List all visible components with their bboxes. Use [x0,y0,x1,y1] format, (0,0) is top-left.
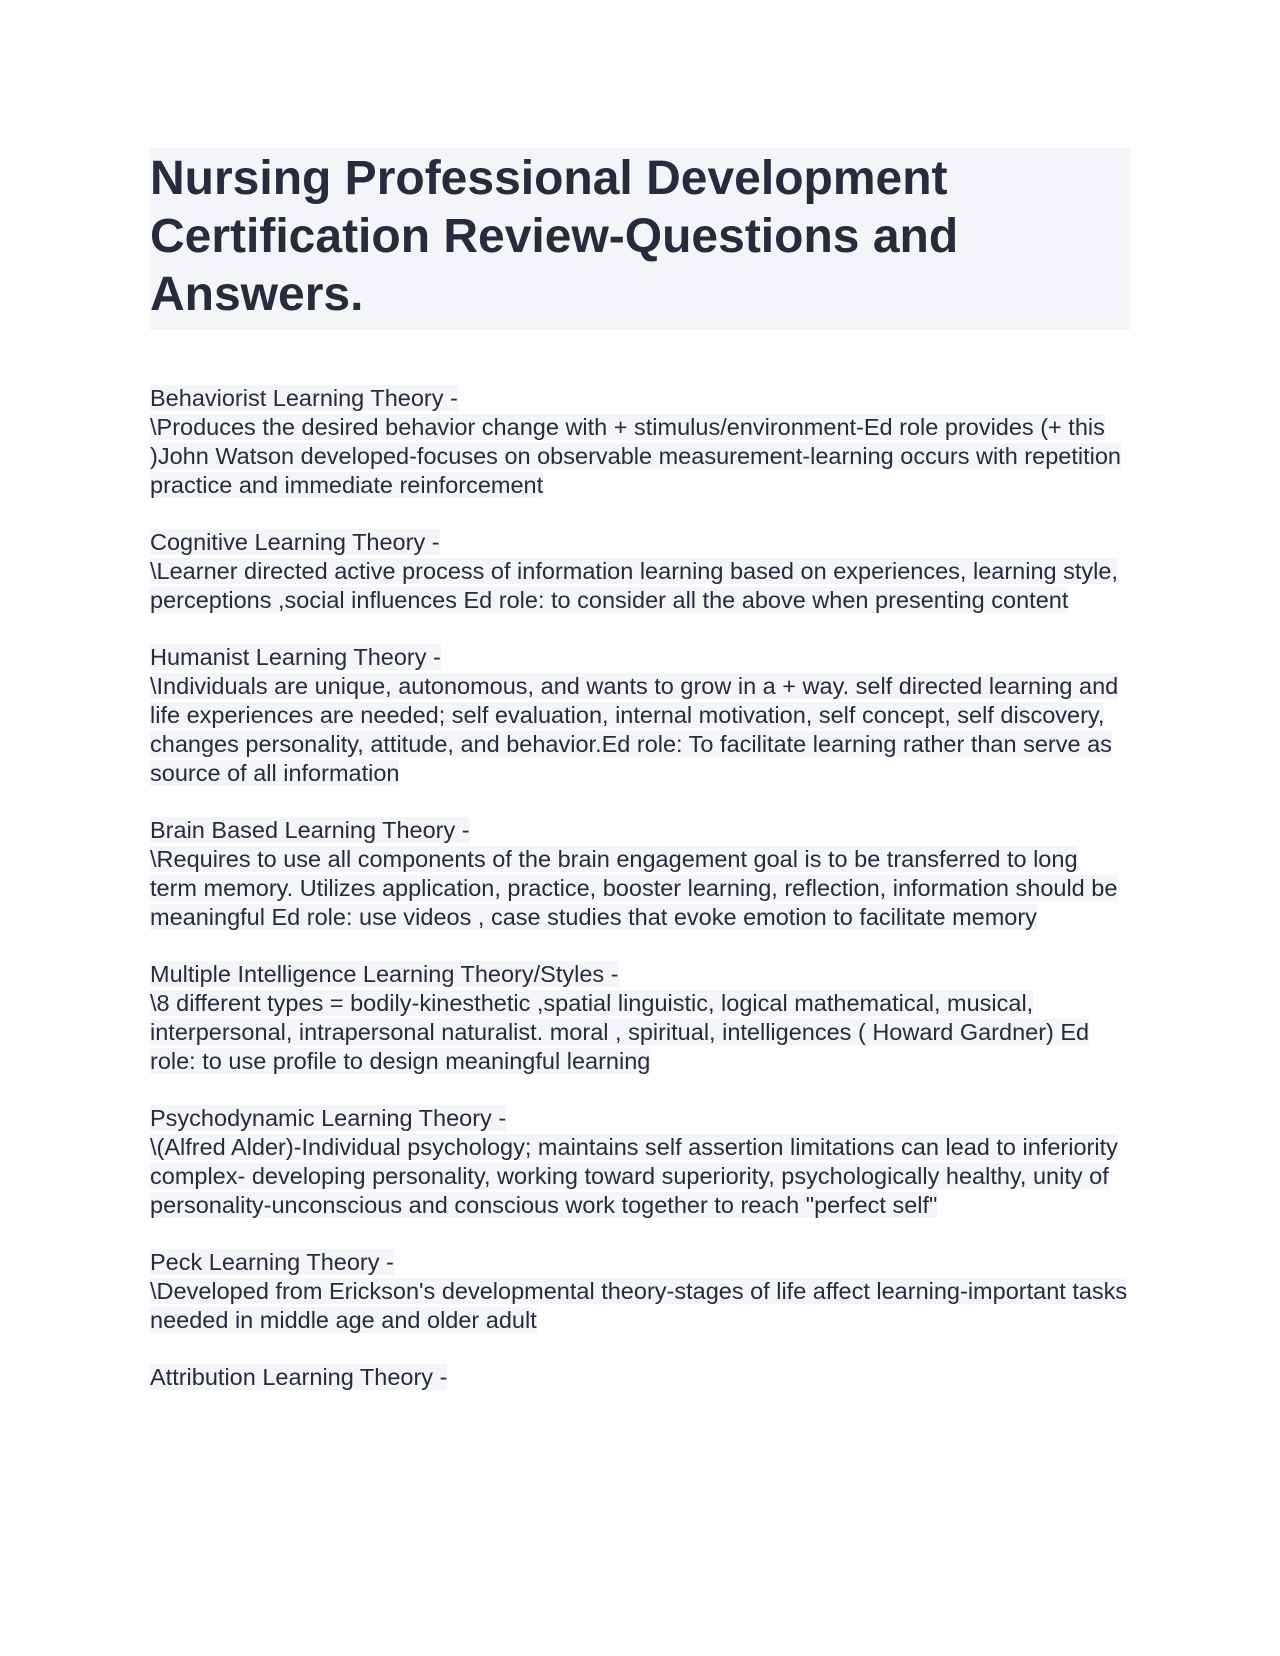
entry-peck [150,1248,1130,1335]
entry-definition: \Produces the desired behavior change with + stimulus/environment-Ed role provides (+ this )John Watson developed-focuses on observable measurement-learning occurs with repetition practice and immediate reinforcement [150,414,1121,498]
entry-cognitive [150,528,1130,615]
entry-term: Behaviorist Learning Theory - [150,385,458,411]
entry-term: Cognitive Learning Theory - [150,529,440,555]
entry-term: Brain Based Learning Theory - [150,817,470,843]
entry-term: Peck Learning Theory - [150,1249,394,1275]
entry-term: Psychodynamic Learning Theory - [150,1105,507,1131]
entry-list [150,384,1130,1392]
entry-definition: \Learner directed active process of information learning based on experiences, learning style, perceptions ,social influences Ed role: to consider all the above when presenting content [150,558,1118,613]
entry-definition: \Developed from Erickson's developmental theory-stages of life affect learning-important tasks needed in middle age and older adult [150,1278,1128,1333]
entry-attribution [150,1363,1130,1392]
entry-humanist [150,643,1130,788]
entry-definition: \Requires to use all components of the brain engagement goal is to be transferred to long term memory. Utilizes application, practice, booster learning, reflection, information should be meaningful Ed role: use videos , case studies that evoke emotion to facilitate memory [150,846,1118,930]
entry-term: Multiple Intelligence Learning Theory/Styles - [150,961,619,987]
entry-definition: \(Alfred Alder)-Individual psychology; maintains self assertion limitations can lead to inferiority complex- developing personality, working toward superiority, psychologically healthy, unity of personality-unconscious and conscious work together to reach "perfect self" [150,1134,1118,1218]
document-page [150,148,1130,1420]
entry-definition: \8 different types = bodily-kinesthetic ,spatial linguistic, logical mathematical, musical, interpersonal, intrapersonal naturalist. moral , spiritual, intelligences ( Howard Gardner) Ed role: to use profile to design meaningful learning [150,990,1090,1074]
entry-term: Humanist Learning Theory - [150,644,441,670]
entry-brain-based [150,816,1130,932]
entry-definition: \Individuals are unique, autonomous, and wants to grow in a + way. self directed learning and life experiences are needed; self evaluation, internal motivation, self concept, self discovery, changes personality, attitude, and behavior.Ed role: To facilitate learning rather than serve as source of all information [150,673,1119,786]
entry-term: Attribution Learning Theory - [150,1364,448,1390]
entry-behaviorist [150,384,1130,500]
entry-psychodynamic [150,1104,1130,1220]
document-title: Nursing Professional Development Certification Review-Questions and Answers. [150,148,1130,330]
entry-multiple-intelligence [150,960,1130,1076]
